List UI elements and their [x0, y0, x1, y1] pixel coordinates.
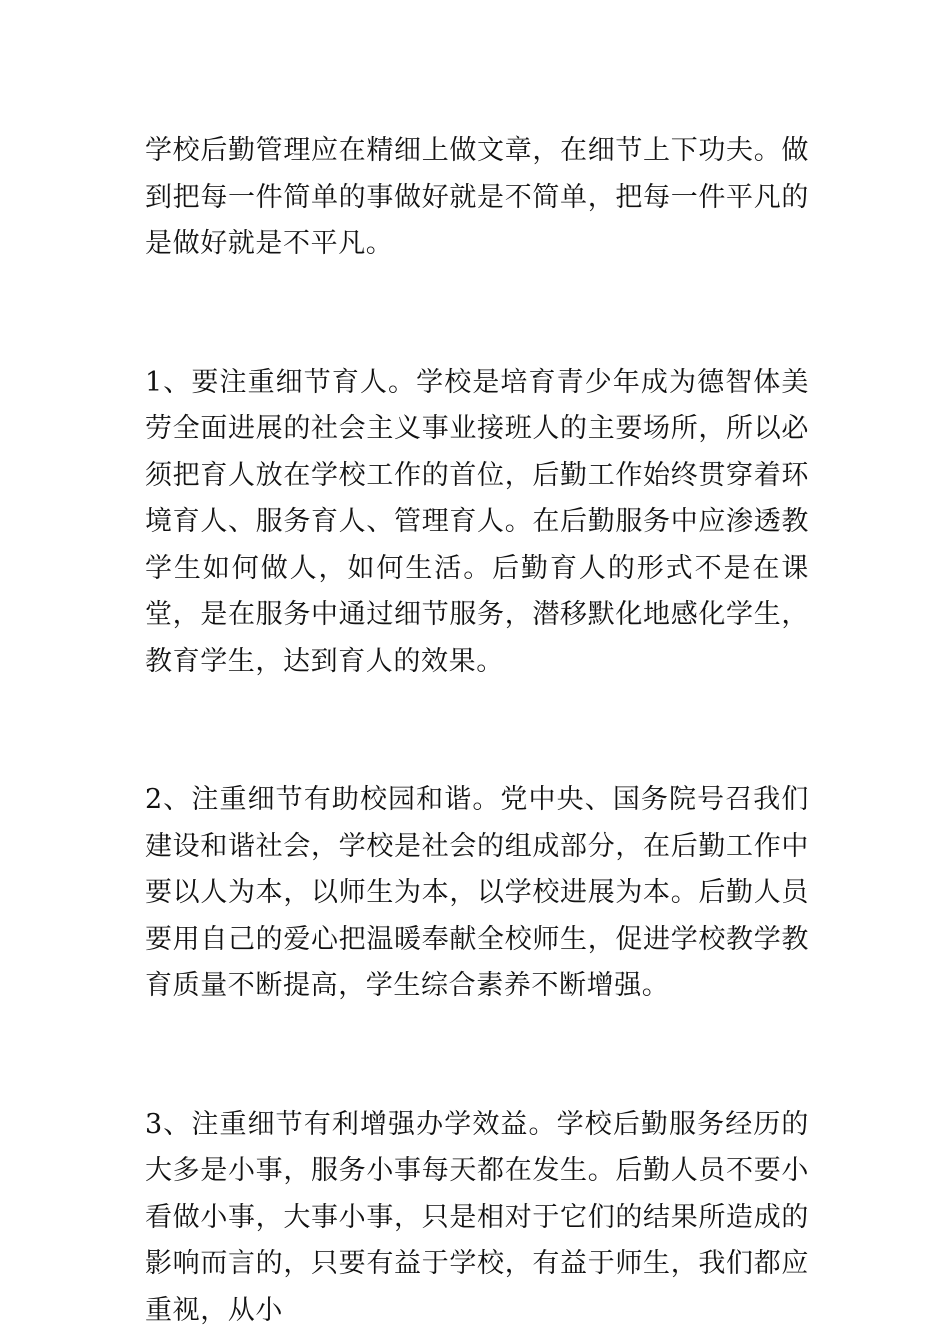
document-body: [145, 128, 809, 1334]
paragraph-spacer: [145, 1010, 809, 1102]
paragraph-spacer: [145, 268, 809, 360]
point-1-paragraph: 1、要注重细节育人。学校是培育青少年成为德智体美劳全面进展的社会主义事业接班人的主要场所，所以必须把育人放在学校工作的首位，后勤工作始终贯穿着环境育人、服务育人、管理育人。在后勤服务中应渗透教学生如何做人，如何生活。后勤育人的形式不是在课堂，是在服务中通过细节服务，潜移默化地感化学生，教育学生，达到育人的效果。: [145, 366, 809, 677]
point-2-paragraph: 2、注重细节有助校园和谐。党中央、国务院号召我们建设和谐社会，学校是社会的组成部分，在后勤工作中要以人为本，以师生为本，以学校进展为本。后勤人员要用自己的爱心把温暖奉献全校师生，促进学校教学教育质量不断提高，学生综合素养不断增强。: [145, 784, 809, 1001]
point-3-paragraph: 3、注重细节有利增强办学效益。学校后勤服务经历的大多是小事，服务小事每天都在发生。后勤人员不要小看做小事，大事小事，只是相对于它们的结果所造成的影响而言的，只要有益于学校，有益于师生，我们都应重视，从小: [145, 1108, 809, 1326]
paragraph-spacer: [145, 685, 809, 777]
intro-paragraph: 学校后勤管理应在精细上做文章，在细节上下功夫。做到把每一件简单的事做好就是不简单，把每一件平凡的是做好就是不平凡。: [145, 135, 809, 259]
